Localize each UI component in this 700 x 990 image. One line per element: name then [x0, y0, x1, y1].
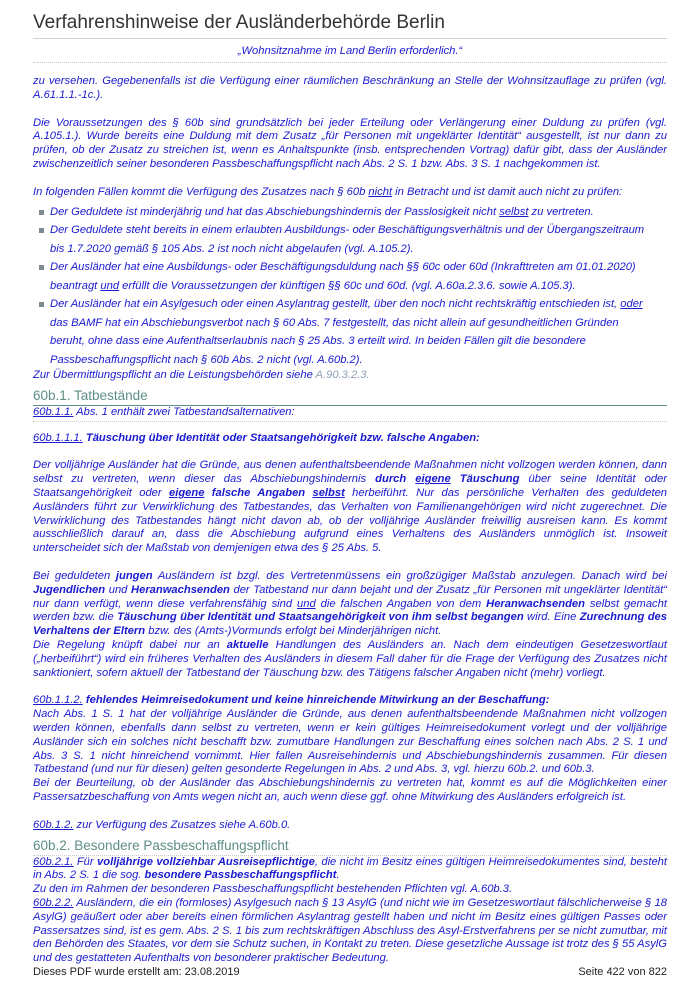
exception-list — [33, 203, 667, 370]
list-item: Der Ausländer hat eine Ausbildungs- oder Beschäftigungsduldung nach §§ 60c oder 60d (Inkrafttreten am 01.01.2020) beantragt und erfüllt die Voraussetzungen der künftigen §§ 60c und 60d. (vgl. A.60a.2.3.6. sowie A.105.3). — [33, 258, 667, 295]
section-heading: 60b.2. Besondere Passbeschaffungspflicht — [33, 837, 289, 853]
paragraph: Zur Übermittlungspflicht an die Leistungsbehörden siehe A.90.3.2.3. — [33, 369, 370, 382]
subsection-heading: 60b.1.1.1. Täuschung über Identität oder Staatsangehörigkeit bzw. falsche Angaben: — [33, 431, 480, 444]
list-item: Der Geduldete ist minderjährig und hat das Abschiebungshindernis der Passlosigkeit nicht selbst zu vertreten. — [33, 203, 667, 222]
paragraph: 60b.2.2. Ausländern, die ein (formloses) Asylgesuch nach § 13 AsylG (und nicht wie im Gesetzeswortlaut fälschlicherweise § 18 AsylG) geäußert oder aber bereits einen förmlichen Asylantrag gestellt haben und nicht im Besitz eines gültigen Passes oder Passersatzes sind, ist es gem. Abs. 2 S. 1 bis zum rechtskräftigen Abschluss des Asyl-Erstverfahrens per se nicht zumutbar, mit den Behörden des Staates, vor dem sie Schutz suchen, in Kontakt zu treten. Diese gesetzliche Aussage ist trotz des § 55 AsylG und des gestatteten Aufenthalts von besonderer praktischer Bedeutung. — [33, 896, 667, 965]
footer-created-date: Dieses PDF wurde erstellt am: 23.08.2019 — [33, 966, 240, 978]
document-title: Verfahrenshinweise der Ausländerbehörde Berlin — [33, 11, 667, 39]
paragraph: Nach Abs. 1 S. 1 hat der volljährige Ausländer die Gründe, aus denen aufenthaltsbeendende Maßnahmen nicht vollzogen werden können, ebenfalls dann selbst zu vertreten, wenn er kein gültiges Heimreisedokument vorlegt und der volljährige Ausländer sich ein solches nicht beschafft bzw. zumutbare Handlungen zur Beschaffung eines solchen nach Abs. 2 S. 1 und Abs. 3 S. 1 nicht hinreichend vornimmt. Hier fallen Ausreisehindernis und Abschiebungshindernis zusammen. Für diesen Tatbestand (und nur für diesen) gelten gesonderte Regelungen in Abs. 2 und Abs. 3, vgl. hierzu 60b.2. und 60b.3. — [33, 708, 667, 776]
paragraph: Die Voraussetzungen des § 60b sind grundsätzlich bei jeder Erteilung oder Verlängerung einer Duldung zu prüfen (vgl. A.105.1.). Wurde bereits eine Duldung mit dem Zusatz „für Personen mit ungeklärter Identität“ ausgestellt, ist nur dann zu prüfen, ob der Zusatz zu streichen ist, wenn es Anhaltspunkte (insb. entsprechenden Vortrag) dafür gibt, dass der Ausländer zwischenzeitlich seiner besonderen Passbeschaffungspflicht nach Abs. 2 S. 1 bzw. Abs. 3 S. 1 nachgekommen ist. — [33, 116, 667, 170]
subsection-heading: 60b.1.1.2. fehlendes Heimreisedokument und keine hinreichende Mitwirkung an der Beschaffung: — [33, 694, 550, 707]
bullet-icon — [39, 302, 44, 307]
paragraph: Die Regelung knüpft dabei nur an aktuelle Handlungen des Ausländers an. Nach dem eindeutigen Gesetzeswortlaut („herbeiführt“) wird ein früheres Verhalten des Ausländers in diesem Fall daher für die Frage der Verfügung des Zusatzes nicht sanktioniert, sofern aktuell der Tatbestand der Täuschung bzw. des Tätigens falscher Angaben nicht (mehr) vorliegt. — [33, 639, 667, 679]
bullet-icon — [39, 210, 44, 215]
section-anchor-link[interactable]: 60b.1.1. — [33, 405, 74, 418]
paragraph: Zu den im Rahmen der besonderen Passbeschaffungspflicht bestehenden Pflichten vgl. A.60b.3. — [33, 883, 513, 896]
quote-text: „Wohnsitznahme im Land Berlin erforderlich.“ — [237, 45, 463, 57]
list-item: Der Ausländer hat ein Asylgesuch oder einen Asylantrag gestellt, über den noch nicht rechtskräftig entschieden ist, oder das BAMF hat ein Abschiebungsverbot nach § 60 Abs. 7 festgestellt, das nicht allein auf gesundheitlichen Gründen beruht, ohne dass eine Aufenthaltserlaubnis nach § 25 Abs. 3 erteilt wird. In beiden Fällen gilt die besondere Passbeschaffungspflicht nach § 60b Abs. 2 nicht (vgl. A.60b.2). — [33, 295, 667, 369]
paragraph: Der volljährige Ausländer hat die Gründe, aus denen aufenthaltsbeendende Maßnahmen nicht vollzogen werden können, dann selbst zu vertreten, wenn dieser das Abschiebungshindernis durch eigene Täuschung über seine Identität oder Staatsangehörigkeit oder eigene falsche Angaben selbst herbeiführt. Nur das persönliche Verhalten des geduldeten Ausländers führt zur Verwirklichung des Tatbestandes, das Verhalten von Familienangehörigen wird nicht zugerechnet. Die Verwirklichung des Tatbestandes hängt nicht davon ab, ob der volljährige Ausländer freiwillig ausreisen kann. Es kommt ausschließlich darauf an, dass die Abschiebung aufgrund eines Verhaltens des Ausländers unmöglich ist. Insoweit unterscheidet sich der Maßstab von demjenigen etwa des § 25 Abs. 5. — [33, 459, 668, 555]
paragraph: Bei der Beurteilung, ob der Ausländer das Abschiebungshindernis zu vertreten hat, kommt es auf die Möglichkeiten einer Passersatzbeschaffung von Amts wegen nicht an, auch wenn diese ggf. ohne Mitwirkung des Ausländers erfolgreich ist. — [33, 777, 667, 803]
document-page — [33, 0, 667, 966]
paragraph: 60b.1.2. zur Verfügung des Zusatzes siehe A.60b.0. — [33, 818, 291, 831]
section-anchor-link[interactable]: 60b.1.2. — [33, 818, 74, 831]
section-heading: 60b.1. Tatbestände — [33, 387, 667, 406]
bullet-icon — [39, 228, 44, 233]
cross-reference-link[interactable]: A.90.3.2.3. — [315, 369, 370, 382]
section-anchor-link[interactable]: 60b.2.2. — [33, 896, 74, 909]
paragraph: In folgenden Fällen kommt die Verfügung des Zusatzes nach § 60b nicht in Betracht und ist damit auch nicht zu prüfen: — [33, 185, 623, 198]
paragraph: 60b.1.1. Abs. 1 enthält zwei Tatbestandsalternativen: — [33, 406, 667, 422]
section-anchor-link[interactable]: 60b.1.1.2. — [33, 694, 83, 707]
footer-page-number: Seite 422 von 822 — [578, 966, 667, 978]
paragraph: Bei geduldeten jungen Ausländern ist bzgl. des Vertretenmüssens ein großzügiger Maßstab anzulegen. Danach wird bei Jugendlichen und Heranwachsenden der Tatbestand nur dann bejaht und der Zusatz „für Personen mit ungeklärter Identität“ nur dann verfügt, wenn diese verfahrensfähig sind und die falschen Angaben von dem Heranwachsenden selbst gemacht werden bzw. die Täuschung über Identität und Staatsangehörigkeit von ihm selbst begangen wird. Eine Zurechnung des Verhaltens der Eltern bzw. des (Amts-)Vormunds erfolgt bei Minderjährigen nicht. — [33, 570, 668, 638]
list-item: Der Geduldete steht bereits in einem erlaubten Ausbildungs- oder Beschäftigungsverhältnis und der Übergangszeitraum bis 1.7.2020 gemäß § 105 Abs. 2 ist noch nicht abgelaufen (vgl. A.105.2). — [33, 221, 667, 258]
paragraph: zu versehen. Gegebenenfalls ist die Verfügung einer räumlichen Beschränkung an Stelle der Wohnsitzauflage zu prüfen (vgl. A.61.1.1.-1c.). — [33, 75, 667, 101]
section-anchor-link[interactable]: 60b.2.1. — [33, 855, 74, 868]
bullet-icon — [39, 265, 44, 270]
paragraph: 60b.2.1. Für volljährige vollziehbar Ausreisepflichtige, die nicht im Besitz eines gültigen Heimreisedokumentes sind, besteht in Abs. 2 S. 1 die sog. besondere Passbeschaffungspflicht. — [33, 855, 667, 882]
section-anchor-link[interactable]: 60b.1.1.1. — [33, 431, 83, 444]
